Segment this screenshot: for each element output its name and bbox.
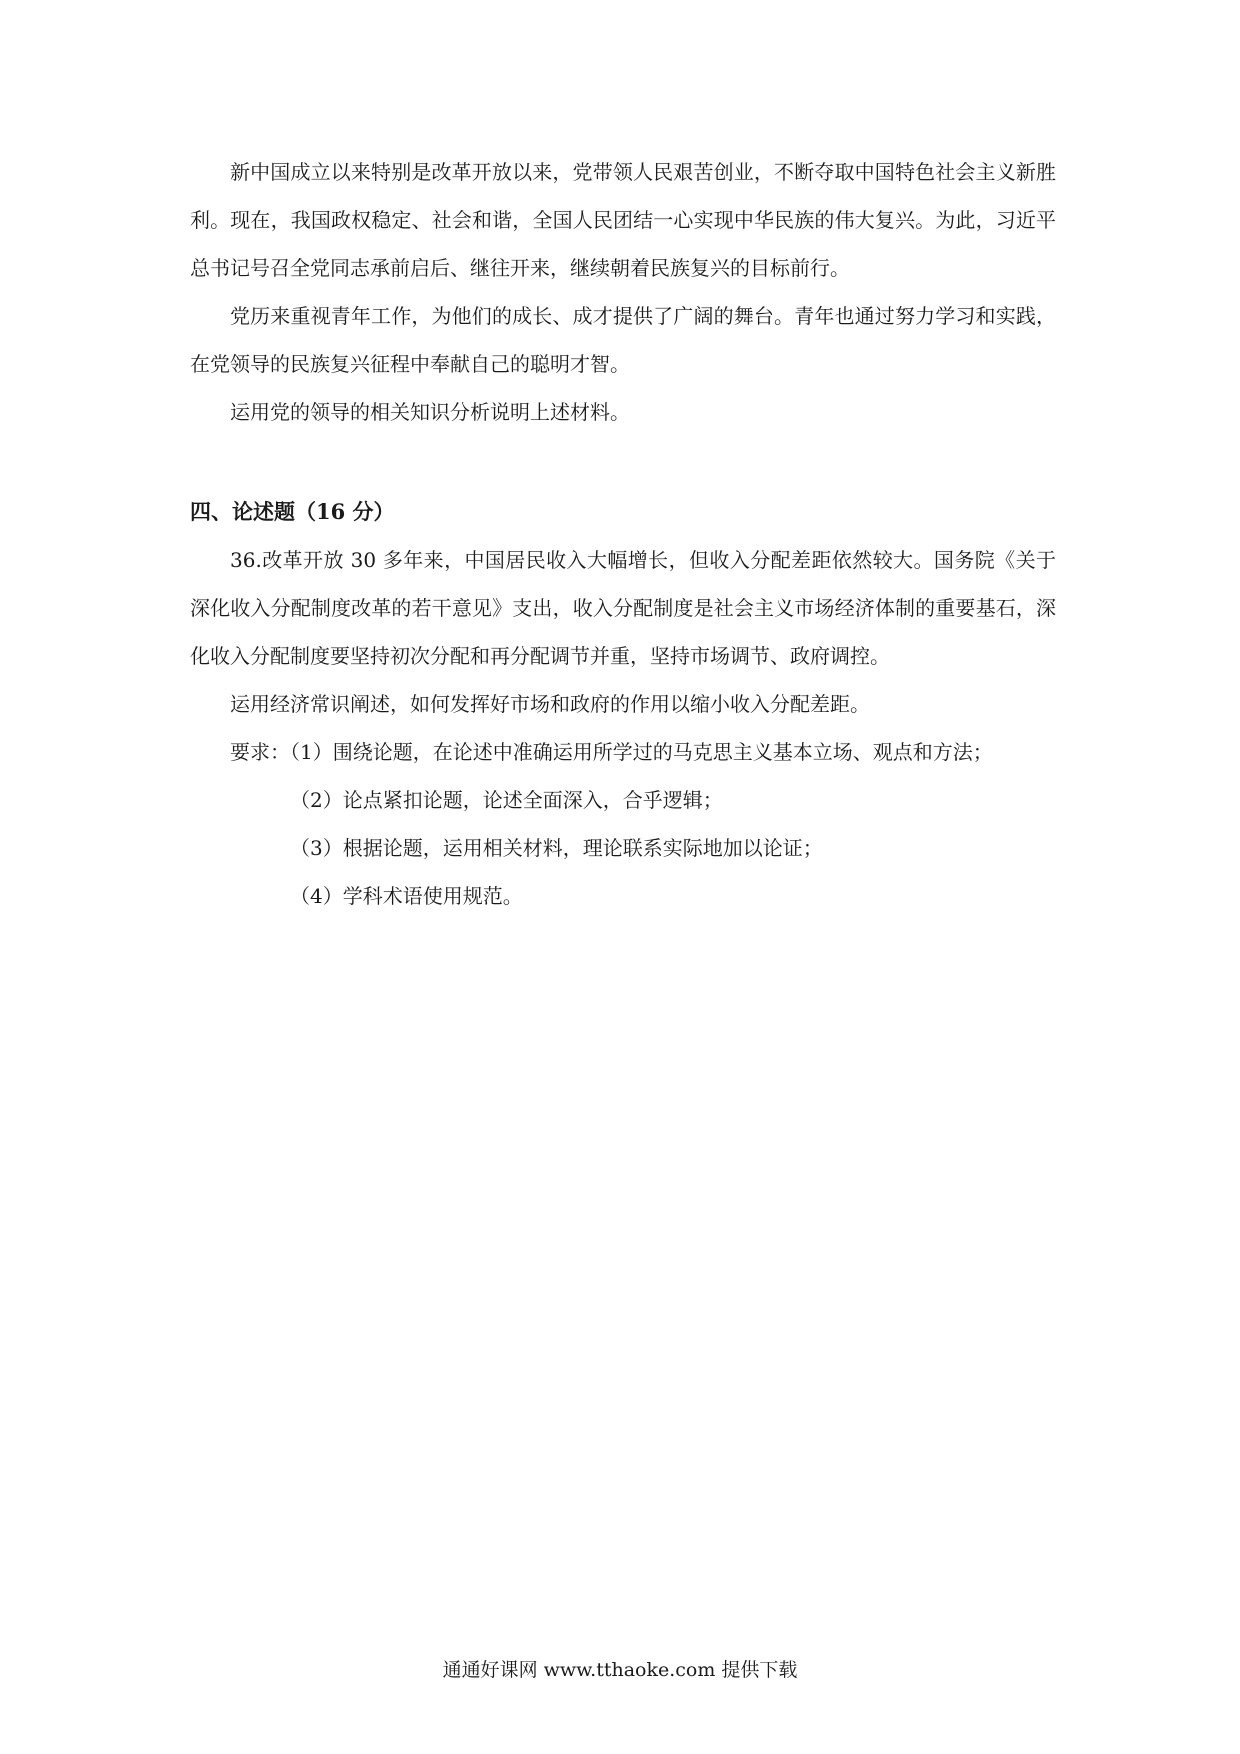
question-36-task: 运用经济常识阐述，如何发挥好市场和政府的作用以缩小收入分配差距。 xyxy=(230,692,870,716)
footer-source: 通通好课网 www.tthaoke.com 提供下载 xyxy=(442,1659,798,1681)
page-content xyxy=(190,148,1056,920)
material-paragraph-1: 新中国成立以来特别是改革开放以来，党带领人民艰苦创业，不断夺取中国特色社会主义新胜利。现在，我国政权稳定、社会和谐，全国人民团结一心实现中华民族的伟大复兴。为此，习近平总书记号召全党同志承前启后、继往开来，继续朝着民族复兴的目标前行。 xyxy=(190,160,1056,280)
question-36-text: 36.改革开放 30 多年来，中国居民收入大幅增长，但收入分配差距依然较大。国务院《关于深化收入分配制度改革的若干意见》支出，收入分配制度是社会主义市场经济体制的重要基石，深化收入分配制度要坚持初次分配和再分配调节并重，坚持市场调节、政府调控。 xyxy=(190,548,1056,668)
requirement-4: （4）学科术语使用规范。 xyxy=(290,884,523,908)
material-question: 运用党的领导的相关知识分析说明上述材料。 xyxy=(230,400,630,424)
requirement-3: （3）根据论题，运用相关材料，理论联系实际地加以论证； xyxy=(290,836,823,860)
section-heading: 四、论述题（16 分） xyxy=(190,499,395,524)
requirement-2: （2）论点紧扣论题，论述全面深入，合乎逻辑； xyxy=(290,788,723,812)
requirement-1: 要求：（1）围绕论题，在论述中准确运用所学过的马克思主义基本立场、观点和方法； xyxy=(230,740,993,764)
material-paragraph-2: 党历来重视青年工作，为他们的成长、成才提供了广阔的舞台。青年也通过努力学习和实践，在党领导的民族复兴征程中奉献自己的聪明才智。 xyxy=(190,304,1056,376)
